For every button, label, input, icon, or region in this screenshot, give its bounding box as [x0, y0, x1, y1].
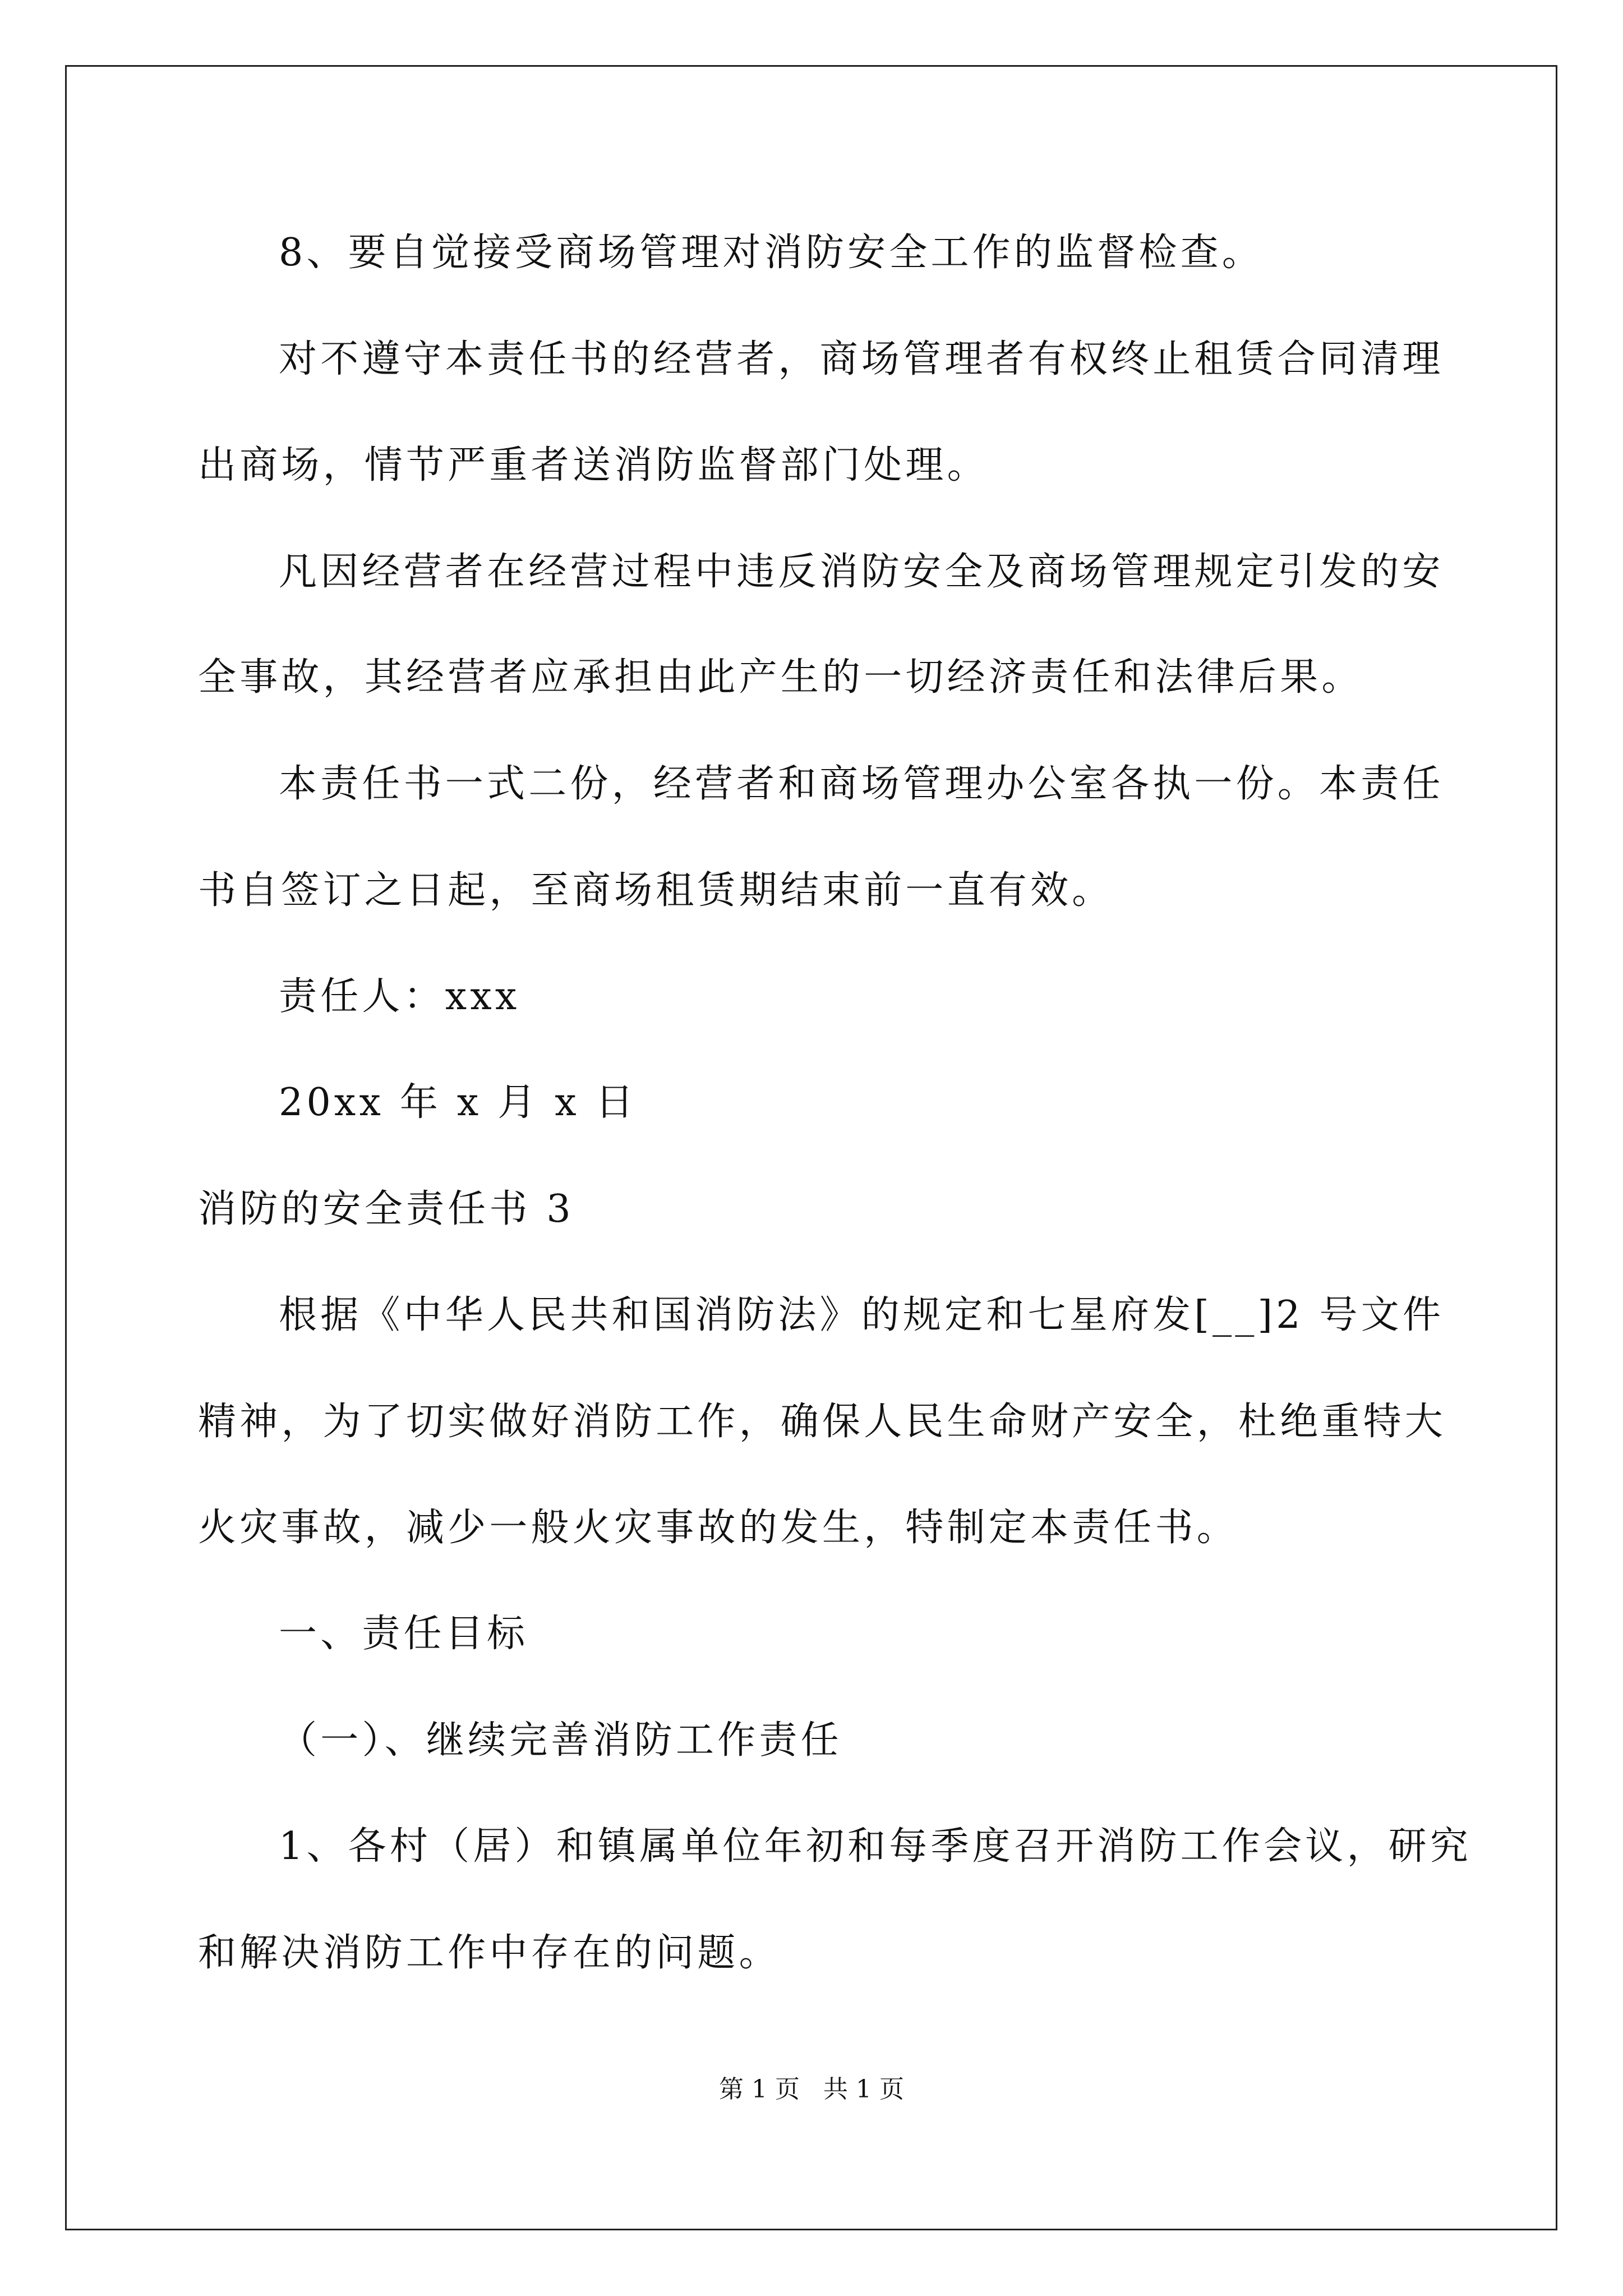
paragraph-line: 精神，为了切实做好消防工作，确保人民生命财产安全，杜绝重特大	[198, 1400, 1447, 1444]
paragraph-line: 1、各村（居）和镇属单位年初和每季度召开消防工作会议，研究	[279, 1824, 1472, 1869]
paragraph-line: 8、要自觉接受商场管理对消防安全工作的监督检查。	[279, 231, 1264, 275]
section-title: 消防的安全责任书 3	[198, 1187, 574, 1231]
paragraph-line: 出商场，情节严重者送消防监督部门处理。	[198, 443, 989, 487]
date-line: 20xx 年 x 月 x 日	[279, 1080, 637, 1125]
paragraph-line: 火灾事故，减少一般火灾事故的发生，特制定本责任书。	[198, 1506, 1239, 1550]
page-footer: 第 1 页 共 1 页	[719, 2075, 904, 2104]
signature-line: 责任人：xxx	[279, 974, 520, 1019]
page-border	[65, 65, 1557, 2230]
paragraph-line: 书自签订之日起，至商场租赁期结束前一直有效。	[198, 868, 1114, 913]
paragraph-line: 凡因经营者在经营过程中违反消防安全及商场管理规定引发的安	[279, 550, 1444, 594]
paragraph-line: 本责任书一式二份，经营者和商场管理办公室各执一份。本责任	[279, 762, 1444, 806]
paragraph-line: 对不遵守本责任书的经营者，商场管理者有权终止租赁合同清理	[279, 337, 1444, 381]
heading-line: 一、责任目标	[279, 1612, 529, 1656]
paragraph-line: 根据《中华人民共和国消防法》的规定和七星府发[__]2 号文件	[279, 1293, 1445, 1337]
paragraph-line: 全事故，其经营者应承担由此产生的一切经济责任和法律后果。	[198, 655, 1363, 700]
paragraph-line: 和解决消防工作中存在的问题。	[198, 1931, 781, 1975]
subheading-line: （一）、继续完善消防工作责任	[279, 1718, 842, 1763]
